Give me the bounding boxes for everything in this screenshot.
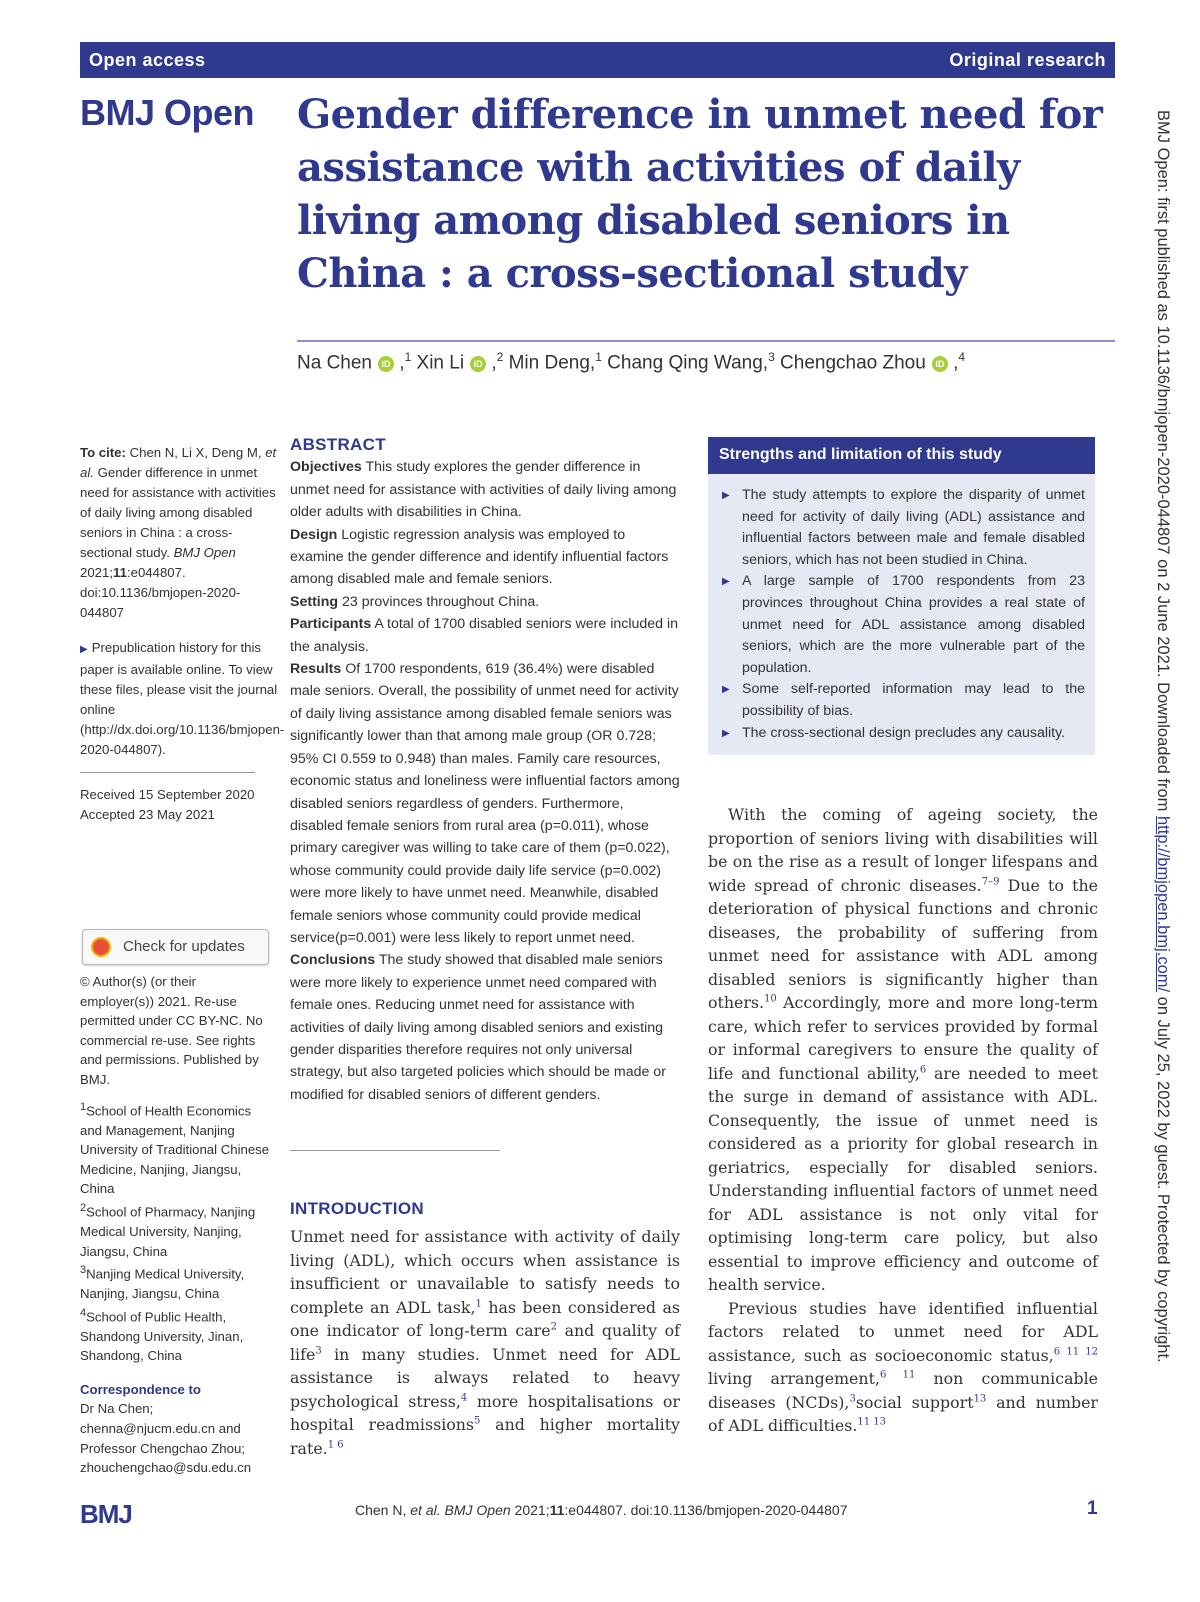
reference-number: 10 [764, 993, 777, 1005]
reference-number: 11 13 [857, 1416, 886, 1428]
journal-logo: BMJ Open [80, 92, 255, 133]
reference-number: 3 [315, 1345, 322, 1357]
strengths-box [708, 437, 1095, 755]
crossmark-icon [91, 937, 111, 957]
abstract-label: Participants [290, 616, 372, 633]
affiliation-text: School of Health Economics and Management, Nanjing University of Traditional Chinese Medicine, Nanjing, Jiangsu, China [80, 1102, 270, 1197]
correspondence-heading: Correspondence to [80, 1381, 201, 1397]
author-affiliation-number: 1 [404, 350, 412, 364]
right-column-body [708, 803, 1098, 1438]
prepub-link[interactable]: Prepublication history for this paper is available online. To view these files, please visit the journal online (http://dx.doi.org/10.1136/bmjopen-2020-044807). [80, 640, 285, 757]
abstract-section [290, 613, 680, 658]
reference-number: 1 6 [327, 1439, 344, 1451]
abstract-text: Logistic regression analysis was employed to examine the gender difference and identify influential factors among disabled male and female seniors. [290, 526, 669, 588]
body-paragraph [708, 803, 1098, 1297]
citation-doi: :e044807. doi:10.1136/bmjopen-2020-044807 [80, 565, 241, 620]
introduction-body [290, 1225, 680, 1460]
citation-etal: et al. [80, 445, 277, 480]
abstract-text: A total of 1700 disabled seniors were included in the analysis. [290, 616, 679, 655]
abstract [290, 434, 680, 1106]
author-affiliation-number: 2 [496, 350, 504, 364]
accepted-date: Accepted 23 May 2021 [80, 807, 215, 822]
paragraph-text: and higher mortality rate. [290, 1415, 680, 1458]
abstract-text: The study showed that disabled male seniors were more likely to experience unmet need compared with female ones. Reducing unmet need for assistance with activities of daily living among disabled seniors and existing gender disparities therefore requires not only universal strategy, but also targeted policies which should be made or modified for disabled seniors of different genders. [290, 952, 666, 1103]
strengths-heading: Strengths and limitation of this study [719, 446, 1002, 463]
page-number: 1 [1087, 1498, 1098, 1519]
correspondence-text: Dr Na Chen; chenna@njucm.edu.cn and Professor Chengchao Zhou; zhouchengchao@sdu.edu.cn [80, 1401, 252, 1476]
abstract-label: Results [290, 661, 342, 678]
citation-block [80, 443, 280, 623]
reference-number: 5 [474, 1415, 481, 1427]
affiliation [80, 1199, 270, 1261]
paragraph-text: Previous studies have identified influential factors related to unmet need for ADL assistance, such as socioeconomic status, [708, 1298, 1098, 1365]
paragraph-text: and quality of life [290, 1321, 680, 1364]
introduction-paragraph [290, 1225, 680, 1460]
strength-item: ▶ Some self-reported information may lead to the possibility of bias. [720, 679, 1085, 722]
reference-number: 2 [550, 1321, 557, 1333]
citation-text: Gender difference in unmet need for assistance with activities of daily living among disabled seniors in China : a cross-sectional study. [80, 465, 276, 560]
download-notice [1153, 110, 1172, 1510]
sidebar [80, 443, 285, 825]
affiliation [80, 1098, 270, 1199]
strengths-list [720, 485, 1085, 744]
abstract-section [290, 591, 680, 613]
sidebar-lower [80, 972, 270, 1478]
author-name: Min Deng, [508, 352, 596, 374]
paragraph-text: social support [855, 1392, 974, 1412]
affiliation [80, 1261, 270, 1304]
abstract-section [290, 949, 680, 1106]
abstract-heading: ABSTRACT [290, 435, 386, 454]
affiliation-list [80, 1098, 270, 1366]
paragraph-text: more hospitalisations or hospital readmissions [290, 1391, 680, 1434]
strength-item: ▶ The study attempts to explore the disparity of unmet need for activity of daily living (ADL) assistance and influential factors between male and female disabled seniors, which has not been studied in China. [720, 485, 1085, 571]
affiliation-text: School of Public Health, Shandong University, Jinan, Shandong, China [80, 1309, 244, 1364]
affiliation-text: School of Pharmacy, Nanjing Medical University, Nanjing, Jiangsu, China [80, 1204, 256, 1259]
paragraph-text: in many studies. Unmet need for ADL assistance is always related to heavy psychological stress, [290, 1344, 680, 1411]
affiliation-number: 2 [80, 1201, 87, 1214]
orcid-icon[interactable]: iD [378, 356, 394, 372]
affiliation-number: 1 [80, 1100, 87, 1113]
prepub-note [80, 638, 285, 760]
reference-number: 13 [973, 1393, 987, 1405]
reference-number: 7–9 [981, 876, 1000, 888]
citation-year: 2021; [80, 565, 114, 580]
open-access-label: Open access [89, 50, 206, 70]
reference-number: 3 [849, 1393, 856, 1405]
strength-item: ▶ The cross-sectional design precludes any causality. [720, 723, 1085, 745]
triangle-icon: ▶ [80, 644, 88, 655]
abstract-section [290, 658, 680, 949]
footer-citation-year: 2021; [510, 1502, 550, 1518]
copyright-note: © Author(s) (or their employer(s)) 2021. Re-use permitted under CC BY-NC. No commercial re-use. See rights and permissions. Published by BMJ. [80, 974, 263, 1087]
author-name: Chang Qing Wang, [607, 352, 769, 374]
title-divider [297, 340, 1115, 342]
abstract-label: Setting [290, 593, 339, 610]
footer-citation-volume: 11 [549, 1502, 565, 1518]
abstract-text: This study explores the gender difference in unmet need for assistance with activities of daily living among older adults with disabilities in China. [290, 459, 677, 521]
top-banner [80, 42, 1115, 78]
article-type-label: Original research [949, 50, 1106, 70]
paragraph-text: Unmet need for assistance with activity of daily living (ADL), which occurs when assistance is insufficient or unavailable to satisfy needs to complete an ADL task, [290, 1227, 680, 1317]
paragraph-text: With the coming of ageing society, the proportion of seniors living with disabilities will be on the rise as a result of longer lifespans and wide spread of chronic diseases. [708, 805, 1098, 895]
reference-number: 6 [919, 1064, 927, 1076]
paragraph-text: Accordingly, more and more long-term care, which refer to services provided by formal or informal caregivers to ensure the quality of life and functional ability, [708, 993, 1098, 1083]
footer-logo: BMJ [80, 1499, 132, 1529]
journal-link[interactable]: http://bmjopen.bmj.com/ [1154, 816, 1172, 993]
paragraph-text: non communicable diseases (NCDs), [708, 1369, 1098, 1412]
check-updates-label: Check for updates [123, 938, 245, 955]
abstract-text: 23 provinces throughout China. [338, 593, 540, 610]
footer-citation-journal: BMJ Open [440, 1502, 511, 1518]
abstract-section [290, 524, 680, 591]
reference-number: 6 11 [879, 1369, 916, 1381]
abstract-label: Objectives [290, 459, 362, 476]
sidebar-divider [80, 772, 255, 773]
affiliation [80, 1304, 270, 1366]
received-date: Received 15 September 2020 [80, 787, 255, 802]
orcid-icon[interactable]: iD [932, 356, 948, 372]
orcid-icon[interactable]: iD [470, 356, 486, 372]
author-name: Chengchao Zhou [780, 352, 926, 374]
affiliation-number: 4 [80, 1306, 87, 1319]
abstract-divider [290, 1150, 500, 1151]
author-name: Na Chen [297, 352, 372, 374]
abstract-section [290, 456, 680, 523]
author-name: Xin Li [416, 352, 465, 374]
reference-number: 4 [460, 1392, 468, 1404]
footer-citation-etal: et al. [410, 1502, 441, 1518]
citation-label: To cite: [80, 445, 126, 460]
strengths-heading-bar [708, 437, 1095, 474]
paragraph-text: has been considered as one indicator of long-term care [290, 1297, 680, 1340]
abstract-text: Of 1700 respondents, 619 (36.4%) were disabled male seniors. Overall, the possibility of unmet need for activity of daily living assistance among disabled female seniors was significantly lower than that among male group (OR 0.728; 95% CI 0.559 to 0.948) than males. Family care resources, economic status and loneliness were influential factors among disabled seniors regardless of genders. Furthermore, disabled female seniors from rural area (p=0.011), whose primary caregiver was willing to take care of them (p=0.022), whose community could provide daily life service (p=0.002) were more likely to have unmet need. Meanwhile, disabled female seniors whose community could provide medical service(p=0.001) were less likely to report unmet need. [290, 661, 680, 946]
author-list: Na Chen iD ,$^1$ Xin Li iD ,$^2$ Min Deng,$^1$ Chang Qing Wang,$^3$ Chengchao Zhou iD ,$^4$ [297, 350, 966, 374]
citation-text: Chen N, Li X, Deng M, [125, 445, 266, 460]
affiliation-text: Nanjing Medical University, Nanjing, Jiangsu, China [80, 1266, 245, 1302]
article-title: Gender difference in unmet need for assistance with activities of daily living among disabled seniors in China : a cross-sectional study [297, 91, 1103, 297]
author-affiliation-number: 4 [958, 350, 966, 364]
paragraph-text: and number of ADL difficulties. [708, 1392, 1098, 1435]
check-updates-button[interactable] [82, 929, 269, 965]
strength-item: ▶ A large sample of 1700 respondents from 23 provinces throughout China provides a real state of unmet need for ADL assistance among disabled seniors, which are the more vulnerable part of the population. [720, 571, 1085, 679]
download-notice-text: BMJ Open: first published as 10.1136/bmjopen-2020-044807 on 2 June 2021. Downloaded from [1154, 110, 1172, 816]
footer-citation-text: Chen N, [355, 1502, 411, 1518]
affiliation-number: 3 [80, 1264, 87, 1277]
reference-number: 6 11 12 [1053, 1346, 1098, 1358]
paragraph-text: are needed to meet the surge in demand of assistance with ADL. Consequently, the issue of unmet need is considered as a priority for global research in geriatrics, especially for disabled seniors. Understanding influential factors of unmet need for ADL assistance is not only vital for optimising long-term care policy, but also essential to improve efficiency and outcome of health service. [708, 1063, 1099, 1294]
footer-citation-doi: :e044807. doi:10.1136/bmjopen-2020-044807 [564, 1502, 848, 1518]
download-notice-text: on July 25, 2022 by guest. Protected by copyright. [1154, 992, 1172, 1363]
body-paragraph [708, 1297, 1098, 1438]
abstract-sections [290, 456, 680, 1106]
abstract-label: Design [290, 526, 338, 543]
footer-citation [355, 1502, 847, 1518]
abstract-label: Conclusions [290, 952, 376, 969]
introduction-heading: INTRODUCTION [290, 1199, 424, 1218]
citation-volume: 11 [113, 565, 127, 580]
author-affiliation-number: 3 [768, 350, 775, 364]
paragraph-text: living arrangement, [708, 1369, 880, 1388]
reference-number: 1 [475, 1298, 482, 1310]
citation-journal: BMJ Open [173, 545, 236, 560]
author-affiliation-number: 1 [595, 350, 602, 364]
paragraph-text: Due to the deterioration of physical functions and chronic diseases, the probability of suffering from unmet need for assistance with ADL among disabled seniors is significantly higher than others. [708, 875, 1099, 1012]
